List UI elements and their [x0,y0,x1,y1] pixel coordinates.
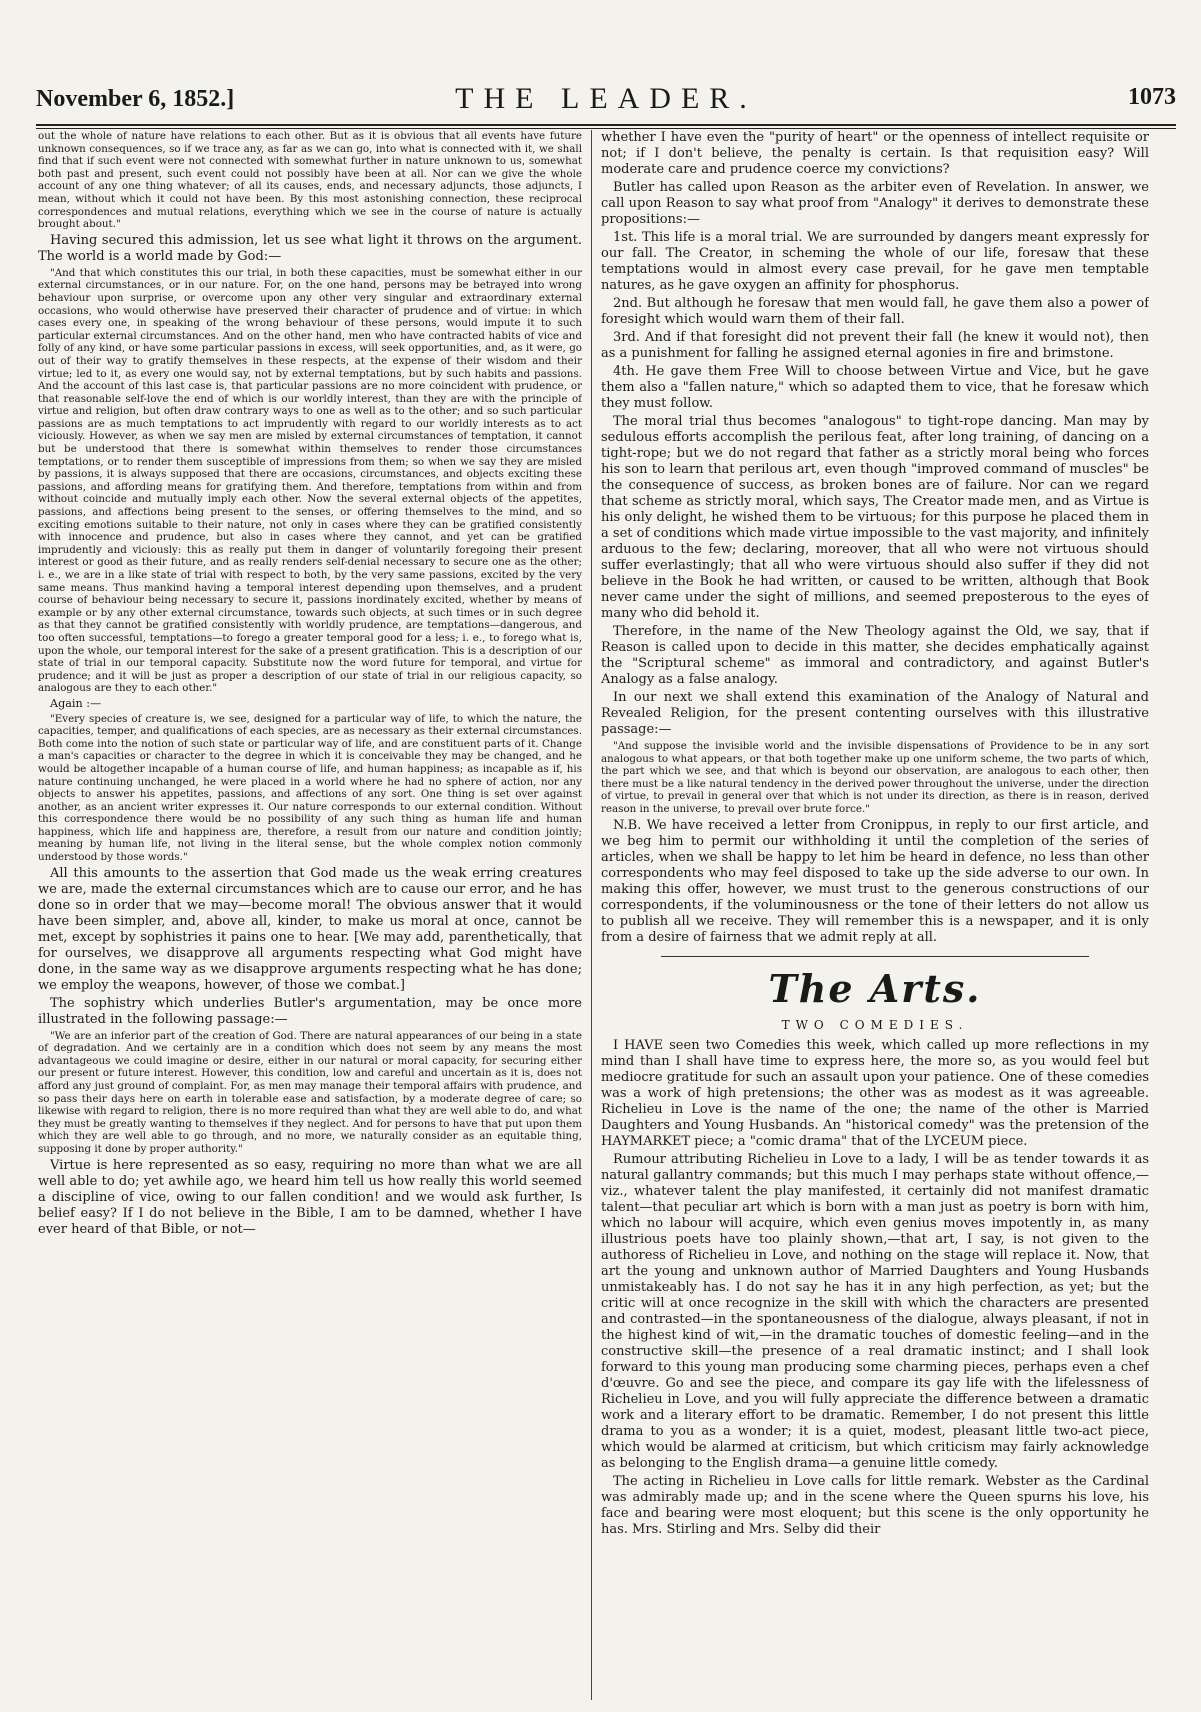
paragraph: "We are an inferior part of the creation of God. There are natural appearances of our being in a state of degradation. And we certainly are in a condition which does not seem by any means the most advantageous we could imagine or desire, either in our natural or moral capacity, for securing either our present or future interest. However, this condition, low and careful and uncertain as it is, does not afford any just ground of complaint. For, as men may manage their temporal affairs with prudence, and so pass their days here on earth in tolerable ease and satisfaction, by a moderate degree of care; so likewise with regard to religion, there is no more required than what they are well able to do, and what they must be greatly wanting to themselves if they neglect. And for persons to have that put upon them which they are well able to go through, and no more, we naturally consider as an equitable thing, supposing it done by proper authority." [38,1029,582,1155]
newspaper-title: THE LEADER. [455,82,757,115]
paragraph: Having secured this admission, let us see what light it throws on the argument. The world is a world made by God:— [38,232,582,264]
issue-date: November 6, 1852.] [36,86,235,112]
paragraph: whether I have even the "purity of heart" or the openness of intellect requisite or not; if I don't believe, the penalty is certain. Is that requisition easy? Will moderate care and prudence coerce my convictions? [601,130,1149,177]
paragraph: 2nd. But although he foresaw that men would fall, he gave them also a power of foresight which would warn them of their fall. [601,296,1149,327]
paragraph: N.B. We have received a letter from Cronippus, in reply to our first article, and we beg him to permit our withholding it until the completion of the series of articles, when we shall be happy to let him be heard in defence, no less than other correspondents who may feel disposed to take up the side adverse to our own. In making this offer, however, we must trust to the generous constructions of our correspondents, if the voluminousness or the tone of their letters do not allow us to publish all we receive. They will remember this is a newspaper, and it is only from a desire of fairness that we admit reply at all. [601,817,1149,945]
paragraph: All this amounts to the assertion that God made us the weak erring creatures we are, made the external circumstances which are to cause our error, and he has done so in order that we may—become moral! The obvious answer that it would have been simpler, and, above all, kinder, to make us moral at once, cannot be met, except by sophistries it pains one to hear. [We may add, parenthetically, that for ourselves, we disapprove all arguments respecting what God might have done, in the same way as we disapprove arguments respecting what he has done; we employ the weapons, however, of those we combat.] [38,865,582,993]
arts-heading: The Arts. [768,965,982,1011]
paragraph: 3rd. And if that foresight did not prevent their fall (he knew it would not), then as a punishment for falling he assigned eternal agonies in fire and brimstone. [601,330,1149,361]
paragraph: "And that which constitutes this our trial, in both these capacities, must be somewhat either in our external circumstances, or in our nature. For, on the one hand, persons may be betrayed into wrong behaviour upon surprise, or overcome upon any other very singular and extraordinary external occasions, who would otherwise have preserved their character of prudence and of virtue: in which cases every one, in speaking of the wrong behaviour of these persons, would impute it to such particular external circumstances. And on the other hand, men who have contracted habits of vice and folly of any kind, or have some particular passions in excess, will seek opportunities, and, as it were, go out of their way to gratify themselves in these respects, at the expense of their wisdom and their virtue; led to it, as every one would say, not by external temptations, but by such habits and passions. And the account of this last case is, that particular passions are no more coincident with prudence, or that reasonable self-love the end of which is our worldly interest, than they are with the principle of virtue and religion, but often draw contrary ways to one as well as to the other; and so such particular passions are as much temptations to act imprudently with regard to our worldly interests as to act viciously. However, as when we say men are misled by external circumstances of temptation, it cannot but be understood that there is somewhat within themselves to render those circumstances temptations, or to render them susceptible of impressions from them; so when we say they are misled by passions, it is always supposed that there are occasions, circumstances, and objects exciting these passions, and affording means for gratifying them. And therefore, temptations from within and from without coincide and mutually imply each other. Now the several external objects of the appetites, passions, and affections being present to the senses, or offering themselves to the mind, and so exciting emotions suitable to their nature, not only in cases where they can be gratified consistently with innocence and prudence, but also in cases where they cannot, and yet can be gratified imprudently and viciously: this as really put them in danger of voluntarily foregoing their present interest or good as their future, and as really renders self-denial necessary to secure one as the other; i. e., we are in a like state of trial with respect to both, by the very same passions, excited by the very same means. Thus mankind having a temporal interest depending upon themselves, and a prudent course of behaviour being necessary to secure it, passions inordinately excited, whether by means of example or by any other external circumstance, towards such objects, at such times or in such degree as that they cannot be gratified consistently with worldly prudence, are temptations—dangerous, and too often successful, temptations—to forego a greater temporal good for a less; i. e., to forego what is, upon the whole, our temporal interest for the sake of a present gratification. This is a description of our state of trial in our temporal capacity. Substitute now the word future for temporal, and virtue for prudence; and it will be just as proper a description of our state of trial in our religious capacity, so analogous are they to each other." [38,266,582,695]
paragraph: The moral trial thus becomes "analogous" to tight-rope dancing. Man may by sedulous efforts accomplish the perilous feat, after long training, of dancing on a tight-rope; but we do not regard that father as a strictly moral being who forces his son to learn that perilous art, even though "improved command of muscles" be the consequence of success, as broken bones are of failure. Nor can we regard that scheme as strictly moral, which says, The Creator made men, and as Virtue is his only delight, he wished them to be virtuous; for this purpose he placed them in a set of conditions which made virtue impossible to the vast majority, and infinitely arduous to the few; declaring, moreover, that all who were not virtuous should suffer everlastingly; that all who were virtuous should also suffer if they did not believe in the Book he had written, or caused to be written, although that Book never came under the sight of millions, and seemed preposterous to the eyes of many who did behold it. [601,414,1149,621]
masthead [36,80,1176,124]
page-number: 1073 [1128,84,1176,110]
arts-article [601,1038,1149,1538]
paragraph: Rumour attributing Richelieu in Love to a lady, I will be as tender towards it as natural gallantry commands; but this much I may perhaps state without offence,—viz., whatever talent the play manifested, it certainly did not manifest dramatic talent—that peculiar art which is born with a man just as poetry is born with him, which no labour will acquire, which even genius moves impotently in, as many illustrious poets have too plainly shown,—that art, I say, is not given to the authoress of Richelieu in Love, and nothing on the stage will replace it. Now, that art the young and unknown author of Married Daughters and Young Husbands unmistakeably has. I do not say he has it in any high perfection, as yet; but the critic will at once recognize in the skill with which the characters are presented and contrasted—in the spontaneousness of the dialogue, always pleasant, if not in the highest kind of wit,—in the dramatic touches of domestic feeling—and in the constructive skill—the presence of a real dramatic instinct; and I shall look forward to this young man producing some charming pieces, perhaps even a chef d'œuvre. Go and see the piece, and compare its gay life with the lifelessness of Richelieu in Love, and you will fully appreciate the difference between a dramatic work and a literary effort to be dramatic. Remember, I do not present this little drama to you as a wonder; it is a quiet, modest, pleasant little two-act piece, which would be alarmed at criticism, but which criticism may fairly acknowledge as belonging to the English drama—a genuine little comedy. [601,1152,1149,1472]
paragraph: Butler has called upon Reason as the arbiter even of Revelation. In answer, we call upon Reason to say what proof from "Analogy" it derives to demonstrate these propositions:— [601,180,1149,227]
arts-subheading: TWO COMEDIES. [781,1017,969,1032]
paragraph: The acting in Richelieu in Love calls for little remark. Webster as the Cardinal was admirably made up; and in the scene where the Queen spurns his love, his face and bearing were most eloquent; but this scene is the only opportunity he has. Mrs. Stirling and Mrs. Selby did their [601,1474,1149,1538]
left-column [38,130,582,1702]
column-divider [591,130,592,1700]
paragraph: The sophistry which underlies Butler's argumentation, may be once more illustrated in the following passage:— [38,995,582,1027]
paragraph: Therefore, in the name of the New Theology against the Old, we say, that if Reason is called upon to decide in this matter, she decides emphatically against the "Scriptural scheme" as immoral and contradictory, and against Butler's Analogy as a false analogy. [601,624,1149,687]
masthead-rule [36,124,1176,129]
right-column-text [601,130,1149,946]
section-separator [661,956,1089,957]
paragraph: In our next we shall extend this examination of the Analogy of Natural and Revealed Religion, for the present contenting ourselves with this illustrative passage:— [601,690,1149,737]
paragraph: Again :— [50,696,102,710]
paragraph: "Every species of creature is, we see, designed for a particular way of life, to which the nature, the capacities, temper, and qualifications of each species, are as necessary as their external circumstances. Both come into the notion of such state or particular way of life, and are constituent parts of it. Change a man's capacities or character to the degree in which it is conceivable they may be changed, and he would be altogether incapable of a human course of life, and human happiness; as incapable as if, his nature continuing unchanged, he were placed in a world where he had no sphere of action, nor any objects to answer his appetites, passions, and affections of any sort. One thing is set over against another, as an ancient writer expresses it. Our nature corresponds to our external condition. Without this correspondence there would be no possibility of any such thing as human life and human happiness, which life and happiness are, therefore, a result from our nature and condition jointly; meaning by human life, not living in the literal sense, but the whole complex notion commonly understood by those words." [38,712,582,864]
paragraph: "And suppose the invisible world and the invisible dispensations of Providence to be in any sort analogous to what appears, or that both together make up one uniform scheme, the two parts of which, the part which we see, and that which is beyond our observation, are analogous to each other, then there must be a like natural tendency in the derived power throughout the universe, under the direction of virtue, to prevail in general over that which is not under its direction, as there is in reason, derived reason in the universe, to prevail over brute force." [601,740,1149,815]
paragraph: I HAVE seen two Comedies this week, which called up more reflections in my mind than I shall have time to express here, the more so, as you would feel but mediocre gratitude for such an assault upon your patience. One of these comedies was a work of high pretensions; the other was as modest as it was agreeable. Richelieu in Love is the name of the one; the name of the other is Married Daughters and Young Husbands. An "historical comedy" was the pretension of the HAYMARKET piece; a "comic drama" that of the LYCEUM piece. [601,1038,1149,1150]
paragraph: 1st. This life is a moral trial. We are surrounded by dangers meant expressly for our fall. The Creator, in scheming the whole of our life, foresaw that these temptations would in almost every case prevail, for he gave men temptable natures, as he gave oxygen an affinity for phosphorus. [601,230,1149,293]
paragraph: Virtue is here represented as so easy, requiring no more than what we are all well able to do; yet awhile ago, we heard him tell us how really this world seemed a discipline of vice, owing to our fallen condition! and we would ask further, Is belief easy? If I do not believe in the Bible, I am to be damned, whether I have ever heard of that Bible, or not— [38,1157,582,1237]
right-column [601,130,1149,1702]
paragraph: 4th. He gave them Free Will to choose between Virtue and Vice, but he gave them also a "fallen nature," which so adapted them to vice, that he foresaw which they must follow. [601,364,1149,411]
paragraph: out the whole of nature have relations to each other. But as it is obvious that all events have future unknown consequences, so if we trace any, as far as we can go, into what is connected with it, we shall find that if such event were not connected with somewhat further in nature unknown to us, somewhat both past and present, such event could not possibly have been at all. Nor can we give the whole account of any one thing whatever; of all its causes, ends, and necessary adjuncts, those adjuncts, I mean, without which it could not have been. By this most astonishing connection, these reciprocal correspondences and mutual relations, everything which we see in the course of nature is actually brought about." [38,130,582,231]
